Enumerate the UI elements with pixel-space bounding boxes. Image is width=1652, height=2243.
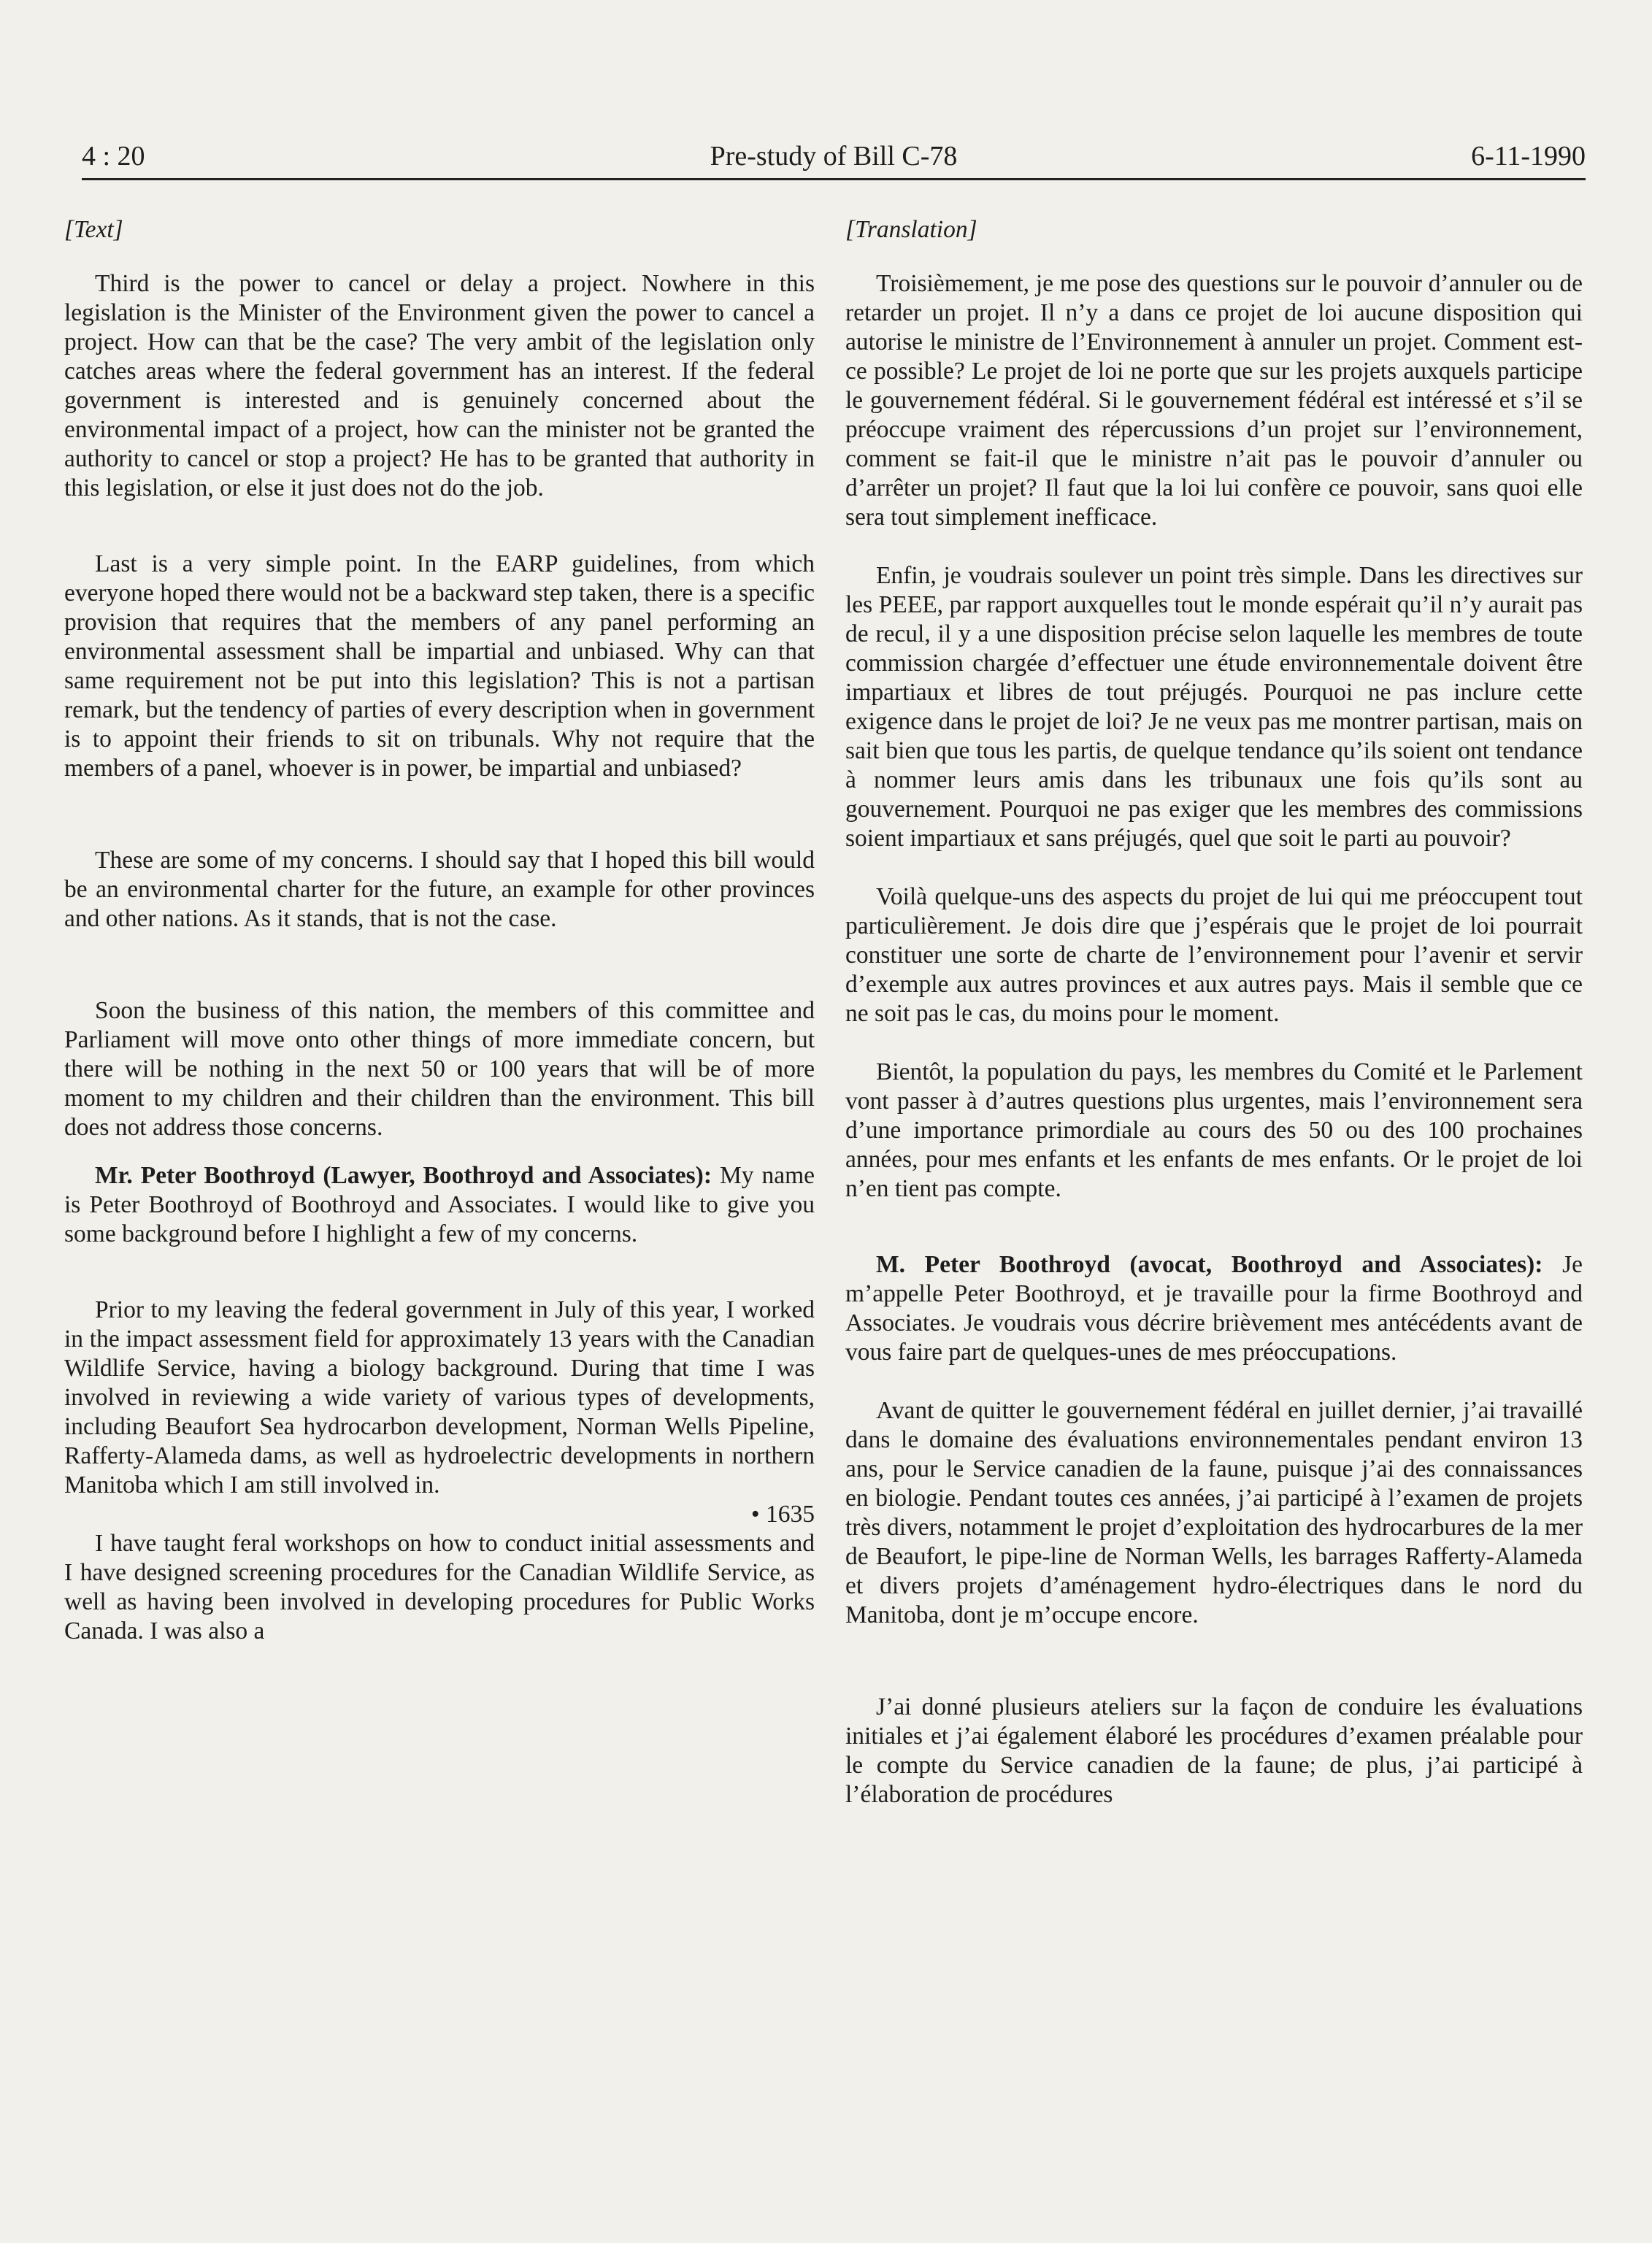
paragraph: I have taught feral workshops on how to conduct initial assessments and I have designed screening procedures for the Canadian Wildlife Service, as well as having been involved in developing procedures for Public Works Canada. I was also a — [64, 1530, 815, 1644]
paragraph: J’ai donné plusieurs ateliers sur la façon de conduire les évaluations initiales et j’ai également élaboré les procédures d’examen préalable pour le compte du Service canadien de la faune; de plus, j’ai participé à l’élaboration de procédures — [845, 1693, 1583, 1808]
page-date: 6-11-1990 — [1471, 141, 1586, 172]
paragraph: Troisièmement, je me pose des questions sur le pouvoir d’annuler ou de retarder un projet. Il n’y a dans ce projet de loi aucune disposition qui autorise le ministre de l’Environnement à annuler un projet. Comment est-ce possible? Le projet de loi ne porte que sur les projets auxquels participe le gouvernement fédéral. Si le gouvernement fédéral est intéressé et s’il se préoccupe vraiment des répercussions d’un projet sur l’environnement, comment se fait-il que le ministre n’ait pas le pouvoir d’annuler ou d’arrêter un projet? Il faut que la loi lui confère ce pouvoir, sans quoi elle sera tout simplement inefficace. — [845, 270, 1583, 531]
paragraph: Bientôt, la population du pays, les membres du Comité et le Parlement vont passer à d’autres questions plus urgentes, mais l’environnement sera d’une importance primordiale au cours des 50 ou des 100 prochaines années, pour mes enfants et les enfants de mes enfants. Or le projet de loi n’en tient pas compte. — [845, 1058, 1583, 1202]
paragraph: Third is the power to cancel or delay a project. Nowhere in this legislation is the Minister of the Environment given the power to cancel a project. How can that be the case? The very ambit of the legislation only catches areas where the federal government has an interest. If the federal government is interested and is genuinely concerned about the environmental impact of a project, how can the minister not be granted the authority to cancel or stop a project? He has to be granted that authority in this legislation, or else it just does not do the job. — [64, 270, 815, 501]
page-number: 4 : 20 — [82, 141, 145, 172]
speaker-name: M. Peter Boothroyd (avocat, Boothroyd and Associates): — [876, 1251, 1543, 1278]
speaker-text: Je m’appelle Peter Boothroyd, et je travaille pour la firme Boothroyd and Associates. Je voudrais vous décrire brièvement mes antécédents avant de vous faire part de quelques-unes de mes préoccupations. — [845, 1251, 1583, 1366]
paragraph: These are some of my concerns. I should say that I hoped this bill would be an environmental charter for the future, an example for other provinces and other nations. As it stands, that is not the case. — [64, 847, 815, 932]
time-marker: • 1635 — [750, 1501, 815, 1528]
paragraph: Soon the business of this nation, the members of this committee and Parliament will move onto other things of more immediate concern, but there will be nothing in the next 50 or 100 years that will be of more moment to my children and their children than the environment. This bill does not address those concerns. — [64, 997, 815, 1141]
paragraph: Avant de quitter le gouvernement fédéral en juillet dernier, j’ai travaillé dans le domaine des évaluations environnementales pendant environ 13 ans, pour le Service canadien de la faune, puisque j’ai des connaissances en biologie. Pendant toutes ces années, j’ai participé à l’examen de projets très divers, notamment le projet d’exploitation des hydrocarbures de la mer de Beaufort, le pipe-line de Norman Wells, les barrages Rafferty-Alameda et divers projets d’aménagement hydro-électriques dans le nord du Manitoba, dont je m’occupe encore. — [845, 1397, 1583, 1628]
speaker-text: My name is Peter Boothroyd of Boothroyd and Associates. I would like to give you some background before I highlight a few of my concerns. — [64, 1162, 815, 1247]
english-column — [64, 215, 815, 1646]
paragraph: Enfin, je voudrais soulever un point très simple. Dans les directives sur les PEEE, par rapport auxquelles tout le monde espérait qu’il n’y aurait pas de recul, il y a une disposition précise selon laquelle les membres de toute commission chargée d’effectuer une étude environnementale doivent être impartiaux et libres de tout préjugés. Pourquoi ne pas inclure cette exigence dans le projet de loi? Je ne veux pas me montrer partisan, mais on sait bien que tous les partis, de quelque tendance qu’ils soient ont tendance à nommer leurs amis dans les tribunaux une fois qu’ils sont au gouvernement. Pourquoi ne pas exiger que les membres des commissions soient impartiaux et sans préjugés, quel que soit le parti au pouvoir? — [845, 562, 1583, 852]
paragraph: Last is a very simple point. In the EARP guidelines, from which everyone hoped there would not be a backward step taken, there is a specific provision that requires that the members of any panel performing an environmental assessment shall be impartial and unbiased. Why can that same requirement not be put into this legislation? This is not a partisan remark, but the tendency of parties of every description when in government is to appoint their friends to sit on tribunals. Why not require that the members of a panel, whoever is in power, be impartial and unbiased? — [64, 550, 815, 782]
speaker-name: Mr. Peter Boothroyd (Lawyer, Boothroyd and Associates): — [95, 1162, 712, 1189]
speaker-paragraph — [845, 1250, 1583, 1367]
paragraph: Prior to my leaving the federal government in July of this year, I worked in the impact assessment field for approximately 13 years with the Canadian Wildlife Service, having a biology background. During that time I was involved in reviewing a wide variety of various types of developments, including Beaufort Sea hydrocarbon development, Norman Wells Pipeline, Rafferty-Alameda dams, as well as hydroelectric developments in northern Manitoba which I am still involved in. — [64, 1296, 815, 1498]
page-header — [82, 137, 1586, 180]
french-column — [845, 215, 1583, 1809]
translation-label: [Translation] — [845, 216, 977, 243]
page-title: Pre-study of Bill C-78 — [710, 141, 958, 172]
text-label: [Text] — [64, 216, 123, 243]
paragraph: Voilà quelque-uns des aspects du projet de lui qui me préoccupent tout particulièrement. Je dois dire que j’espérais que le projet de loi pourrait constituer une sorte de charte de l’environnement pour l’avenir et servir d’exemple aux autres provinces et aux autres pays. Mais il semble que ce ne soit pas le cas, du moins pour le moment. — [845, 883, 1583, 1027]
speaker-paragraph — [64, 1161, 815, 1249]
